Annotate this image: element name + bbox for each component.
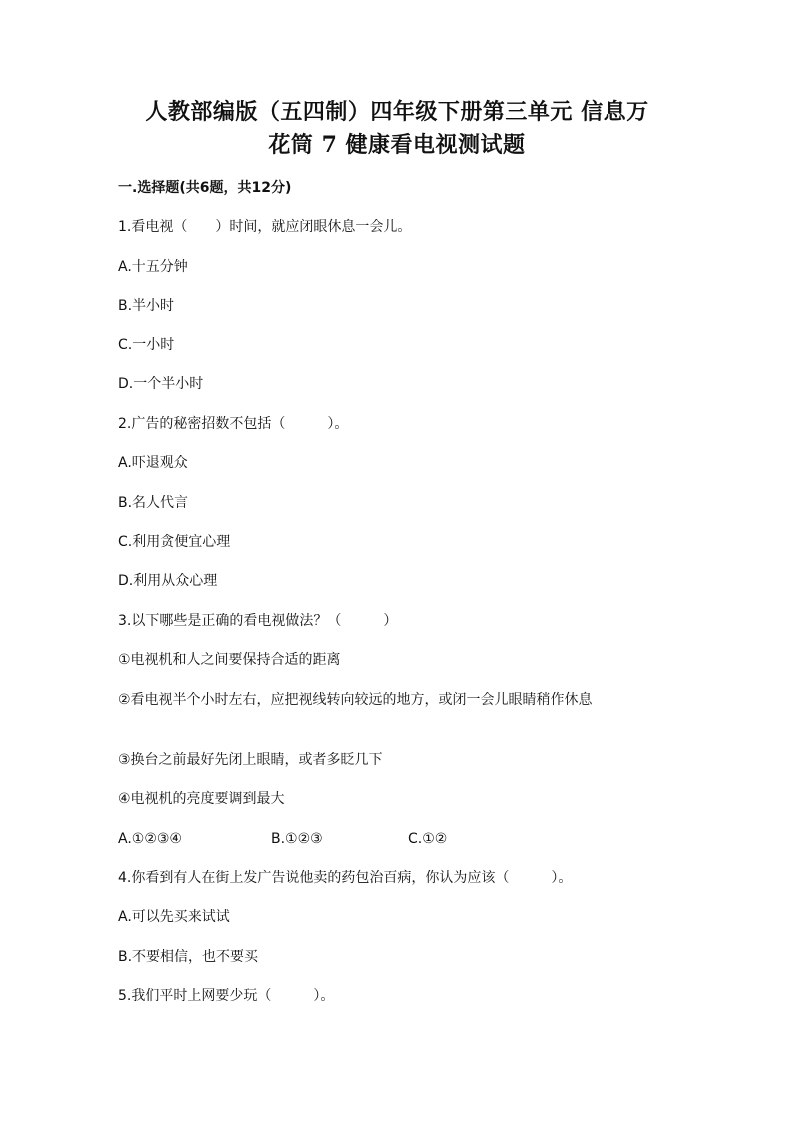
question-3-stem: 3.以下哪些是正确的看电视做法？（ ） — [118, 613, 398, 629]
question-1-option-c: C.一小时 — [118, 337, 175, 353]
question-3-statement-2: ②看电视半个小时左右，应把视线转向较远的地方，或闭一会儿眼睛稍作休息 — [118, 692, 593, 708]
question-2-option-c: C.利用贪便宜心理 — [118, 534, 231, 550]
question-3-option-b: B.①②③ — [271, 831, 323, 847]
question-1-option-b: B.半小时 — [118, 298, 175, 314]
section-heading: 一.选择题(共6题，共12分) — [118, 180, 292, 196]
question-1-stem: 1.看电视（ ）时间，就应闭眼休息一会儿。 — [118, 219, 412, 235]
question-3-statement-4: ④电视机的亮度要调到最大 — [118, 791, 285, 807]
question-2-option-d: D.利用从众心理 — [118, 573, 218, 589]
question-2-option-a: A.吓退观众 — [118, 455, 188, 471]
question-4-stem: 4.你看到有人在街上发广告说他卖的药包治百病，你认为应该（ ）。 — [118, 870, 573, 886]
question-3-option-c: C.①② — [408, 831, 448, 847]
question-2-option-b: B.名人代言 — [118, 495, 189, 511]
question-4-option-a: A.可以先买来试试 — [118, 909, 230, 925]
question-1-option-a: A.十五分钟 — [118, 259, 188, 275]
question-3-statement-1: ①电视机和人之间要保持合适的距离 — [118, 652, 341, 668]
page-title-line-2: 花筒 7 健康看电视测试题 — [268, 132, 526, 158]
question-2-stem: 2.广告的秘密招数不包括（ ）。 — [118, 416, 349, 432]
page-title-line-1: 人教部编版（五四制）四年级下册第三单元 信息万 — [145, 99, 649, 125]
question-3-option-a: A.①②③④ — [118, 831, 182, 847]
question-4-option-b: B.不要相信，也不要买 — [118, 949, 259, 965]
question-3-statement-3: ③换台之前最好先闭上眼睛，或者多眨几下 — [118, 752, 383, 768]
question-5-stem: 5.我们平时上网要少玩（ ）。 — [118, 988, 335, 1004]
question-1-option-d: D.一个半小时 — [118, 376, 204, 392]
